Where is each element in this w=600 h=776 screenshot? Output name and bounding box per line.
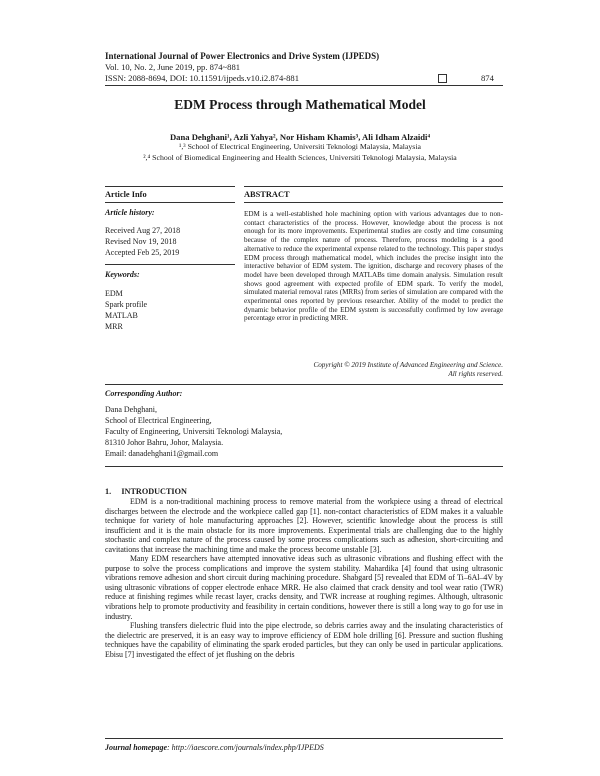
- section-body: [105, 497, 503, 659]
- author-address: 81310 Johor Bahru, Johor, Malaysia.: [105, 438, 224, 447]
- article-info-heading: Article Info: [105, 190, 147, 199]
- corresponding-bottom-rule: [105, 466, 503, 467]
- article-info-rule: [105, 202, 235, 203]
- homepage-url[interactable]: : http://iaescore.com/journals/index.php/IJPEDS: [167, 743, 324, 752]
- keyword-item: MRR: [105, 322, 123, 331]
- author-name: Dana Dehghani,: [105, 405, 157, 414]
- footer-rule: [105, 738, 503, 739]
- corresponding-heading: Corresponding Author:: [105, 389, 183, 398]
- header-rule: [105, 85, 503, 86]
- paper-title: EDM Process through Mathematical Model: [174, 97, 426, 112]
- journal-name: International Journal of Power Electronics and Drive System (IJPEDS): [105, 51, 380, 61]
- corresponding-details: [105, 404, 282, 459]
- abstract-top-rule: [244, 186, 503, 187]
- history-label: Article history:: [105, 208, 155, 217]
- journal-homepage: [105, 743, 324, 752]
- accepted-date: Accepted Feb 25, 2019: [105, 248, 180, 257]
- affiliation-2: ²,⁴ School of Biomedical Engineering and Health Sciences, Universiti Teknologi Malaysia, Malaysia: [143, 153, 457, 162]
- copyright-line: Copyright © 2019 Institute of Advanced Engineering and Science.: [313, 361, 503, 369]
- volume-info: Vol. 10, No. 2, June 2019, pp. 874~881: [105, 62, 241, 72]
- paragraph: Many EDM researchers have attempted innovative ideas such as ultrasonic vibrations and flushing effect with the purpose to solve the process complications and improve the system stability. Mahardika [4] found that using ultrasonic vibrations remove adhesion and short circuit during machining procedure. Shabgard [5] revealed that EDM of Ti–6Al–4V by using ultrasonic vibrations of copper electrode enhace MRR. He also claimed that crack density and tool wear ratio (TWR) reduce at finishing regimes while recast layer, cracks density, and TWR increase at roughing regimes. Although, ultrasonic vibrations help to promote productivity and feasibility in certain conditions, however there is still a long way to go for use in industry.: [105, 554, 503, 621]
- homepage-label: Journal homepage: [105, 743, 168, 752]
- rights-line: All rights reserved.: [448, 370, 503, 378]
- paragraph: Flushing transfers dielectric fluid into the pipe electrode, so debris carries away and the insulating characteristics of the dielectric are preserved, it is an easy way to improve efficiency of EDM hole drilling [6]. Pressure and suction flushing techniques have the capability of eliminating the spark eroded particles, but they can only be used in particular applications. Ebisu [7] investigated the effect of jet flushing on the debris: [105, 621, 503, 659]
- article-history: [105, 225, 180, 258]
- paragraph: EDM is a non-traditional machining process to remove material from the workpiece using a thread of electrical discharges between the electrode and the workpiece called gap [1]. non-contact characteristics of EDM makes it a valuable technique for variety of hole manufacturing approaches [2]. However, scientific knowledge about the process is still insufficient and it is the main obstacle for its more improvements. Experimental trials are challenging due to the highly stochastic and complex nature of the process caused by some process complications such as adhesion, short-circuiting and cavitations that increase the machining time and make the process become unstable [3].: [105, 497, 503, 554]
- author-email: Email: danadehghani1@gmail.com: [105, 449, 219, 458]
- author-school: School of Electrical Engineering,: [105, 416, 212, 425]
- page-number: 874: [481, 73, 494, 83]
- received-date: Received Aug 27, 2018: [105, 226, 181, 235]
- keywords-list: [105, 288, 147, 332]
- author-faculty: Faculty of Engineering, Universiti Teknologi Malaysia,: [105, 427, 283, 436]
- revised-date: Revised Nov 19, 2018: [105, 237, 177, 246]
- affiliation-1: ¹,³ School of Electrical Engineering, Universiti Teknologi Malaysia, Malaysia: [179, 142, 421, 151]
- corresponding-top-rule: [105, 384, 503, 385]
- abstract-rule: [244, 202, 503, 203]
- copyright-notice: [244, 361, 503, 379]
- keywords-rule: [105, 264, 235, 265]
- page-box-icon: [438, 74, 447, 83]
- keyword-item: Spark profile: [105, 300, 147, 309]
- article-info-top-rule: [105, 186, 235, 187]
- author-list: Dana Dehghani¹, Azli Yahya², Nor Hisham Khamis³, Ali Idham Alzaidi⁴: [169, 132, 431, 142]
- issn-doi: ISSN: 2088-8694, DOI: 10.11591/ijpeds.v10.i2.874-881: [105, 73, 299, 83]
- section-heading: 1. INTRODUCTION: [105, 487, 187, 496]
- abstract-heading: ABSTRACT: [244, 190, 290, 199]
- keyword-item: EDM: [105, 289, 123, 298]
- keyword-item: MATLAB: [105, 311, 138, 320]
- abstract-text: EDM is a well-established hole machining option with various advantages due to non-contact characteristics of the process. However, knowledge about the process is not enough for its more improvements. Experimental studies are costly and time consuming because of the complex nature of process. Therefore, process modeling is a good alternative to reduce the experimental expense related to the technology. This paper studys EDM process through mathematical model, which includes the precise insight into the interactive behavior of EDM system. The ignition, discharge and recovery phases of the model have been developed through MATLABs time domain analysis. Simulation result shows good agreement with expected profile of EDM spark. To verify the model, simulated material removal rates (MRRs) from series of simulation are compared with the experimental ones reported by previous researcher. Ability of the model to predict the dynamic behavior profile of the EDM system is successfully confirmed by low average percentage error in predicting MRR.: [244, 210, 503, 323]
- keywords-label: Keywords:: [105, 270, 140, 279]
